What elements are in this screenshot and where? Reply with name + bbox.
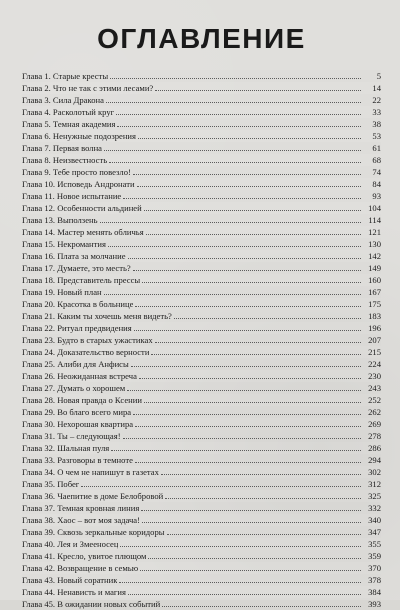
toc-entry-label: Глава 20. Красотка в больнице	[22, 299, 134, 309]
dot-leader	[119, 582, 361, 583]
dot-leader	[128, 258, 361, 259]
toc-entry-label: Глава 29. Во благо всего мира	[22, 407, 132, 417]
toc-entry-page-number: 302	[368, 467, 381, 477]
dot-leader	[138, 138, 361, 139]
toc-entry-label: Глава 32. Шальная пуля	[22, 443, 110, 453]
toc-entry-label: Глава 3. Сила Дракона	[22, 95, 104, 105]
dot-leader	[142, 522, 361, 523]
toc-entry	[22, 478, 381, 490]
dot-leader	[81, 486, 361, 487]
toc-entry	[22, 346, 381, 358]
toc-entry-label: Глава 38. Хаос – вот моя задача!	[22, 515, 140, 525]
dot-leader	[135, 426, 361, 427]
toc-entry-page-number: 5	[376, 71, 381, 81]
dot-leader	[161, 474, 361, 475]
toc-entry-page-number: 121	[368, 227, 381, 237]
toc-entry	[22, 178, 381, 190]
dot-leader	[133, 174, 361, 175]
toc-entry	[22, 490, 381, 502]
toc-entry-label: Глава 39. Сквозь зеркальные коридоры	[22, 527, 165, 537]
dot-leader	[123, 438, 361, 439]
toc-entry	[22, 106, 381, 118]
dot-leader	[110, 78, 361, 79]
toc-entry-page-number: 84	[372, 179, 381, 189]
toc-entry-label: Глава 35. Побег	[22, 479, 80, 489]
toc-entry-page-number: 68	[372, 155, 381, 165]
toc-entry-page-number: 14	[372, 83, 381, 93]
toc-entry-label: Глава 8. Неизвестность	[22, 155, 108, 165]
toc-entry-label: Глава 10. Исповедь Андронати	[22, 179, 135, 189]
toc-entry-page-number: 183	[368, 311, 381, 321]
toc-entry-page-number: 332	[368, 503, 381, 513]
toc-entry-page-number: 167	[368, 287, 381, 297]
toc-entry-page-number: 269	[368, 419, 381, 429]
toc-entry-page-number: 53	[372, 131, 381, 141]
dot-leader	[135, 306, 361, 307]
toc-entry	[22, 382, 381, 394]
toc-entry-label: Глава 43. Новый соратник	[22, 575, 118, 585]
toc-entry-page-number: 130	[368, 239, 381, 249]
toc-entry-page-number: 312	[368, 479, 381, 489]
dot-leader	[135, 462, 361, 463]
toc-entry-label: Глава 23. Будто в старых ужастиках	[22, 335, 153, 345]
toc-entry	[22, 358, 381, 370]
toc-entry-page-number: 347	[368, 527, 381, 537]
toc-entry-label: Глава 44. Ненависть и магия	[22, 587, 126, 597]
toc-entry-label: Глава 42. Возвращение в семью	[22, 563, 139, 573]
toc-entry-page-number: 74	[372, 167, 381, 177]
toc-entry-page-number: 207	[368, 335, 381, 345]
toc-entry-label: Глава 28. Новая правда о Ксении	[22, 395, 142, 405]
dot-leader	[116, 114, 361, 115]
dot-leader	[123, 198, 361, 199]
dot-leader	[167, 534, 361, 535]
dot-leader	[165, 498, 361, 499]
dot-leader	[146, 234, 361, 235]
toc-entry	[22, 166, 381, 178]
toc-entry-label: Глава 2. Что не так с этими лесами?	[22, 83, 154, 93]
toc-entry	[22, 70, 381, 82]
toc-entry-label: Глава 31. Ты – следующая!	[22, 431, 121, 441]
toc-entry-label: Глава 4. Расколотый круг	[22, 107, 115, 117]
toc-entry	[22, 310, 381, 322]
toc-entry	[22, 466, 381, 478]
dot-leader	[144, 402, 361, 403]
dot-leader	[141, 510, 361, 511]
toc-entry-label: Глава 30. Нехорошая квартира	[22, 419, 134, 429]
toc-entry	[22, 514, 381, 526]
dot-leader	[104, 150, 361, 151]
toc-entry-label: Глава 25. Алиби для Анфисы	[22, 359, 129, 369]
toc-title: ОГЛАВЛЕНИЕ	[97, 23, 306, 54]
dot-leader	[111, 450, 361, 451]
toc-entry-page-number: 286	[368, 443, 381, 453]
dot-leader	[137, 186, 361, 187]
toc-entry-label: Глава 7. Первая волна	[22, 143, 102, 153]
toc-entry	[22, 262, 381, 274]
toc-entry	[22, 130, 381, 142]
toc-entry-page-number: 93	[372, 191, 381, 201]
toc-entry-page-number: 175	[368, 299, 381, 309]
dot-leader	[100, 222, 361, 223]
toc-entry-label: Глава 40. Лея и Змееносец	[22, 539, 119, 549]
toc-entry	[22, 454, 381, 466]
toc-entry	[22, 226, 381, 238]
toc-entry-label: Глава 36. Чаепитие в доме Белобровой	[22, 491, 164, 501]
toc-entry-page-number: 149	[368, 263, 381, 273]
toc-list	[22, 70, 381, 610]
toc-entry-page-number: 278	[368, 431, 381, 441]
toc-entry-page-number: 230	[368, 371, 381, 381]
toc-entry-label: Глава 34. О чем не напишут в газетах	[22, 467, 159, 477]
toc-entry	[22, 274, 381, 286]
toc-entry-label: Глава 15. Некромантия	[22, 239, 106, 249]
toc-entry	[22, 142, 381, 154]
toc-entry-page-number: 33	[372, 107, 381, 117]
toc-entry-page-number: 22	[372, 95, 381, 105]
toc-entry	[22, 418, 381, 430]
toc-entry	[22, 190, 381, 202]
dot-leader	[155, 342, 361, 343]
toc-entry	[22, 322, 381, 334]
dot-leader	[139, 378, 361, 379]
toc-entry-label: Глава 1. Старые кресты	[22, 71, 109, 81]
toc-entry-page-number: 224	[368, 359, 381, 369]
toc-entry	[22, 202, 381, 214]
toc-entry	[22, 406, 381, 418]
toc-entry	[22, 94, 381, 106]
toc-entry-page-number: 370	[368, 563, 381, 573]
toc-entry-page-number: 294	[368, 455, 381, 465]
toc-entry-label: Глава 14. Мастер менять обличья	[22, 227, 144, 237]
toc-entry-label: Глава 26. Неожиданная встреча	[22, 371, 137, 381]
toc-entry-label: Глава 6. Ненужные подозрения	[22, 131, 136, 141]
toc-entry-label: Глава 41. Кресло, увитое плющом	[22, 551, 147, 561]
dot-leader	[108, 246, 361, 247]
toc-entry-page-number: 114	[368, 215, 381, 225]
toc-entry-page-number: 359	[368, 551, 381, 561]
dot-leader	[106, 102, 361, 103]
dot-leader	[134, 330, 361, 331]
dot-leader	[162, 606, 361, 607]
toc-entry-page-number: 262	[368, 407, 381, 417]
toc-entry-label: Глава 21. Каким ты хочешь меня видеть?	[22, 311, 172, 321]
dot-leader	[151, 354, 361, 355]
toc-entry	[22, 526, 381, 538]
toc-entry-page-number: 378	[368, 575, 381, 585]
toc-entry-page-number: 393	[368, 599, 381, 609]
toc-entry-page-number: 160	[368, 275, 381, 285]
toc-entry	[22, 334, 381, 346]
toc-entry-label: Глава 18. Представитель прессы	[22, 275, 141, 285]
toc-entry-label: Глава 11. Новое испытание	[22, 191, 122, 201]
toc-entry-label: Глава 22. Ритуал предвидения	[22, 323, 132, 333]
dot-leader	[155, 90, 361, 91]
dot-leader	[120, 546, 361, 547]
toc-entry-label: Глава 16. Плата за молчание	[22, 251, 126, 261]
toc-entry-label: Глава 5. Темная академия	[22, 119, 116, 129]
toc-entry	[22, 538, 381, 550]
dot-leader	[117, 126, 361, 127]
toc-entry-page-number: 355	[368, 539, 381, 549]
dot-leader	[133, 414, 361, 415]
toc-entry-page-number: 340	[368, 515, 381, 525]
toc-entry	[22, 214, 381, 226]
toc-entry	[22, 562, 381, 574]
dot-leader	[144, 210, 361, 211]
toc-entry-page-number: 104	[368, 203, 381, 213]
dot-leader	[109, 162, 361, 163]
toc-entry-label: Глава 27. Думать о хорошем	[22, 383, 126, 393]
dot-leader	[148, 558, 361, 559]
toc-entry-page-number: 38	[372, 119, 381, 129]
toc-entry	[22, 238, 381, 250]
toc-entry	[22, 442, 381, 454]
toc-entry	[22, 586, 381, 598]
toc-entry	[22, 298, 381, 310]
toc-entry-page-number: 384	[368, 587, 381, 597]
toc-entry-page-number: 215	[368, 347, 381, 357]
toc-entry-label: Глава 13. Выползень	[22, 215, 98, 225]
toc-entry	[22, 430, 381, 442]
toc-entry-label: Глава 19. Новый план	[22, 287, 102, 297]
dot-leader	[104, 294, 361, 295]
dot-leader	[128, 594, 361, 595]
toc-entry	[22, 82, 381, 94]
dot-leader	[174, 318, 361, 319]
toc-entry-page-number: 142	[368, 251, 381, 261]
toc-entry-label: Глава 33. Разговоры в темноте	[22, 455, 133, 465]
toc-entry-label: Глава 37. Темная кровная линия	[22, 503, 140, 513]
toc-entry	[22, 286, 381, 298]
toc-entry-label: Глава 17. Думаете, это месть?	[22, 263, 131, 273]
toc-entry-label: Глава 45. В ожидании новых событий	[22, 599, 161, 609]
toc-entry-page-number: 61	[372, 143, 381, 153]
toc-entry-page-number: 325	[368, 491, 381, 501]
toc-entry-label: Глава 9. Тебе просто повезло!	[22, 167, 131, 177]
toc-entry	[22, 370, 381, 382]
toc-entry-label: Глава 12. Особенности альдиней	[22, 203, 142, 213]
toc-entry-label: Глава 24. Доказательство верности	[22, 347, 150, 357]
dot-leader	[127, 390, 361, 391]
toc-entry	[22, 394, 381, 406]
toc-entry	[22, 154, 381, 166]
toc-entry-page-number: 243	[368, 383, 381, 393]
dot-leader	[142, 282, 361, 283]
toc-entry	[22, 118, 381, 130]
toc-entry	[22, 574, 381, 586]
dot-leader	[133, 270, 361, 271]
toc-entry	[22, 550, 381, 562]
dot-leader	[131, 366, 361, 367]
dot-leader	[140, 570, 361, 571]
toc-entry	[22, 502, 381, 514]
toc-entry	[22, 250, 381, 262]
toc-entry-page-number: 196	[368, 323, 381, 333]
toc-entry-page-number: 252	[368, 395, 381, 405]
